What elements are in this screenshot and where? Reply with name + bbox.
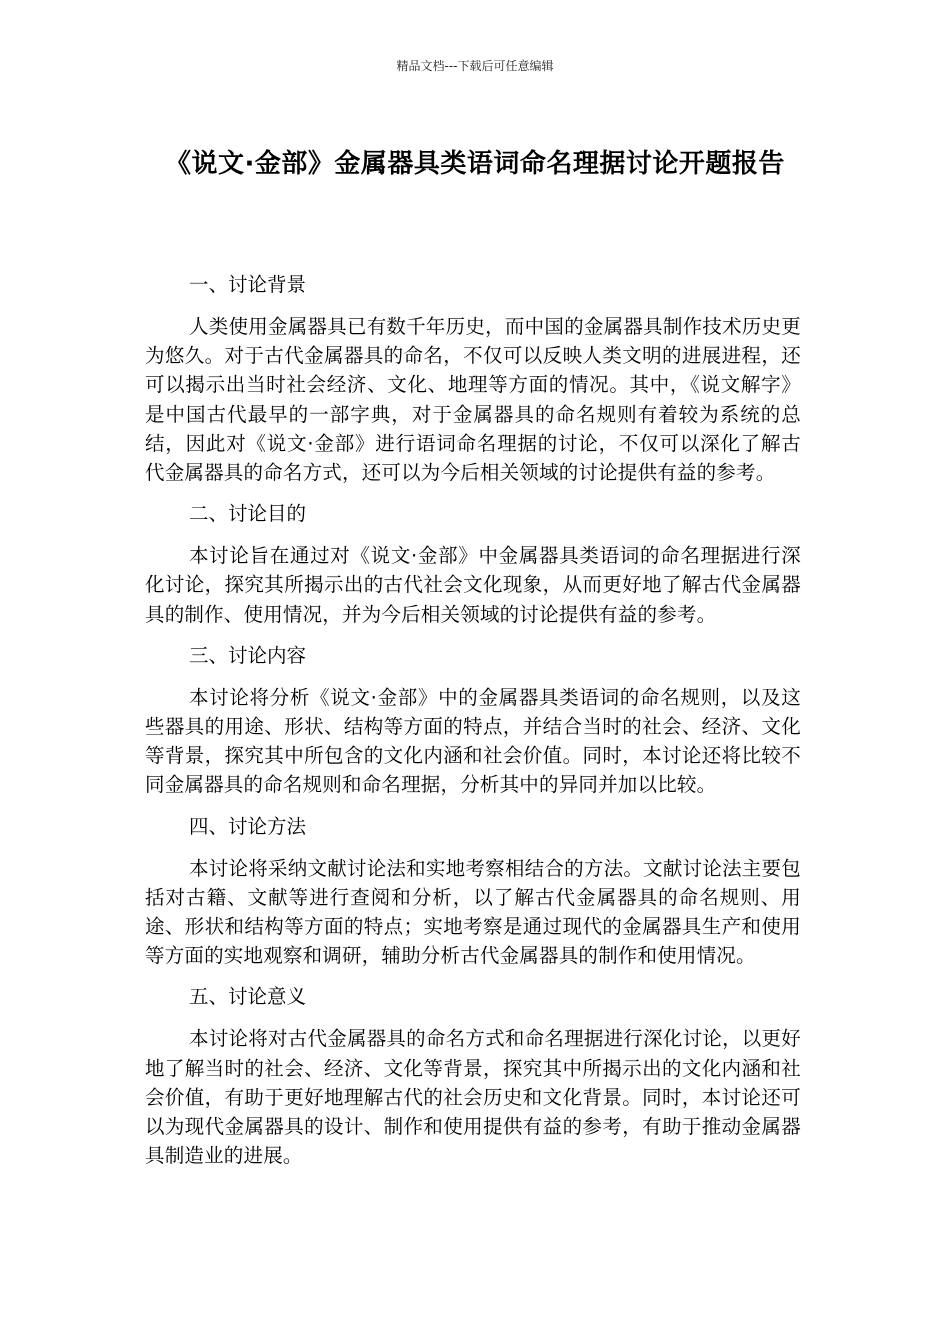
section-heading: 二、讨论目的 [189, 502, 307, 526]
section-purpose [145, 499, 801, 629]
section-paragraph: 本讨论将对古代金属器具的命名方式和命名理据进行深化讨论，以更好地了解当时的社会、经济、文化等背景，探究其中所揭示出的文化内涵和社会价值，有助于更好地理解古代的社会历史和文化背景。同时，本讨论还可以为现代金属器具的设计、制作和使用提供有益的参考，有助于推动金属器具制造业的进展。 [145, 1027, 801, 1168]
section-content [145, 641, 801, 800]
section-paragraph: 本讨论将分析《说文·金部》中的金属器具类语词的命名规则，以及这些器具的用途、形状、结构等方面的特点，并结合当时的社会、经济、文化等背景，探究其中所包含的文化内涵和社会价值。同时，本讨论还将比较不同金属器具的命名规则和命名理据，分析其中的异同并加以比较。 [145, 685, 801, 797]
section-method [145, 812, 801, 971]
section-paragraph: 本讨论旨在通过对《说文·金部》中金属器具类语词的命名理据进行深化讨论，探究其所揭示出的古代社会文化现象，从而更好地了解古代金属器具的制作、使用情况，并为今后相关领域的讨论提供有益的参考。 [145, 544, 801, 626]
section-paragraph: 人类使用金属器具已有数千年历史，而中国的金属器具制作技术历史更为悠久。对于古代金属器具的命名，不仅可以反映人类文明的进展进程，还可以揭示出当时社会经济、文化、地理等方面的情况。其中，《说文解字》是中国古代最早的一部字典，对于金属器具的命名规则有着较为系统的总结，因此对《说文·金部》进行语词命名理据的讨论，不仅可以深化了解古代金属器具的命名方式，还可以为今后相关领域的讨论提供有益的参考。 [145, 315, 801, 485]
document-body [145, 270, 801, 1182]
section-heading: 四、讨论方法 [189, 814, 307, 838]
section-heading: 三、讨论内容 [189, 643, 307, 667]
page-header-note: 精品文档---下载后可任意编辑 [396, 59, 554, 73]
section-heading: 一、讨论背景 [189, 273, 307, 296]
document-title: 《说文·金部》金属器具类语词命名理据讨论开题报告 [165, 149, 785, 179]
section-background [145, 270, 801, 487]
section-significance [145, 982, 801, 1170]
section-paragraph: 本讨论将采纳文献讨论法和实地考察相结合的方法。文献讨论法主要包括对古籍、文献等进行查阅和分析，以了解古代金属器具的命名规则、用途、形状和结构等方面的特点；实地考察是通过现代的金属器具生产和使用等方面的实地观察和调研，辅助分析古代金属器具的制作和使用情况。 [145, 856, 801, 968]
section-heading: 五、讨论意义 [189, 985, 307, 1009]
